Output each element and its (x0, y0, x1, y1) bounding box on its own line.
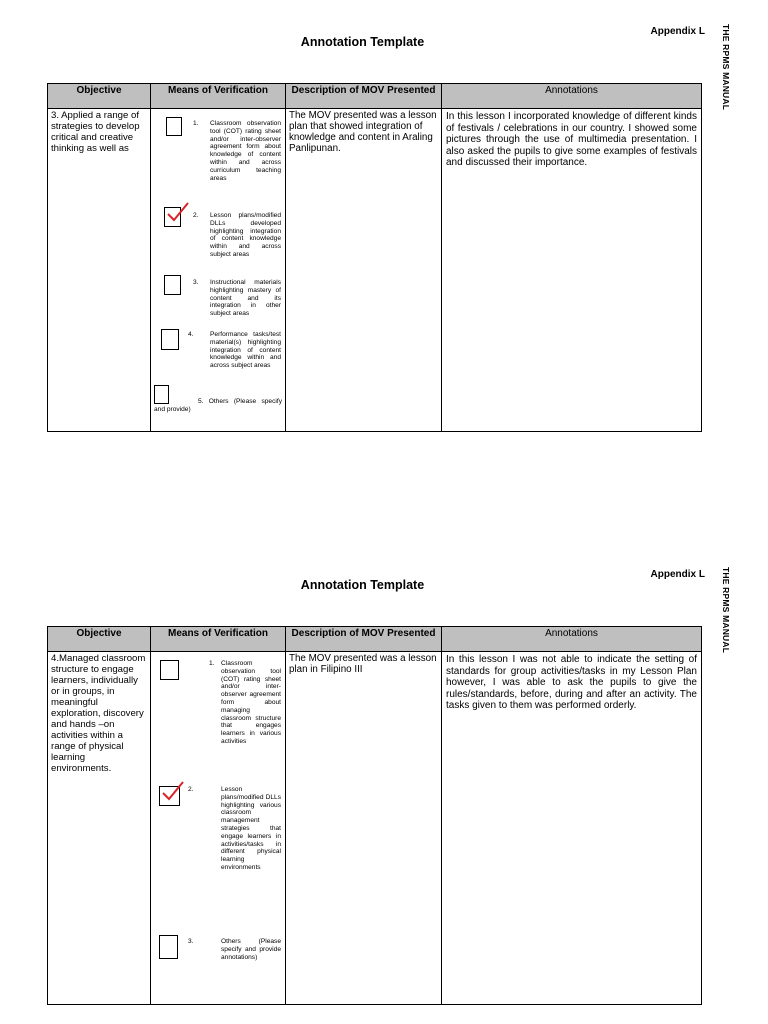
annotation-cell: In this lesson I incorporated knowledge of different kinds of festivals / celebrations in our country. I showed some pictures through the use of multimedia presentation. I also asked the pupils to give some examples of festivals and discussed their importance. (442, 109, 702, 432)
mov-number: 5. (198, 398, 204, 405)
header-means: Means of Verification (151, 84, 286, 109)
checkbox-mov-4[interactable] (161, 329, 179, 350)
description-cell: The MOV presented was a lesson plan in Filipino III (286, 652, 442, 1005)
annotation-page-1 (0, 0, 768, 460)
mov-text: Others (Please specify and provide annotations) (221, 938, 281, 961)
header-annotations: Annotations (442, 84, 702, 109)
annotation-table (47, 626, 702, 1005)
annotation-table (47, 83, 702, 432)
table-header-row (48, 627, 702, 652)
mov-text: Classroom observation tool (COT) rating sheet and/or inter-observer agreement form about managing classroom structure that engages learners in various activities (221, 660, 281, 745)
side-manual-label: THE RPMS MANUAL (721, 567, 731, 654)
annotation-page-2 (0, 543, 768, 1003)
mov-text: Classroom observation tool (COT) rating sheet and/or inter-observer agreement form about knowledge of content within and across curriculum teaching areas (210, 120, 281, 182)
checkbox-mov-3[interactable] (159, 935, 178, 959)
check-mark-icon (161, 780, 185, 802)
appendix-label: Appendix L (650, 569, 705, 580)
header-annotations: Annotations (442, 627, 702, 652)
means-cell (151, 652, 286, 1005)
checkbox-mov-1[interactable] (160, 660, 179, 680)
header-means: Means of Verification (151, 627, 286, 652)
mov-text: Lesson plans/modified DLLs highlighting various classroom management strategies that engage learners in activities/tasks in different physical learning environments (221, 786, 281, 871)
means-cell (151, 109, 286, 432)
header-objective: Objective (48, 84, 151, 109)
table-header-row (48, 84, 702, 109)
mov-number: 1. (193, 120, 199, 127)
page-title: Annotation Template (300, 35, 425, 49)
header-description: Description of MOV Presented (286, 627, 442, 652)
mov-number: 3. (188, 938, 194, 945)
checkbox-mov-1[interactable] (166, 117, 182, 136)
header-objective: Objective (48, 627, 151, 652)
description-cell: The MOV presented was a lesson plan that showed integration of knowledge and content in Araling Panlipunan. (286, 109, 442, 432)
mov-number: 3. (193, 279, 199, 286)
mov-text: Others (Please specify and provide) (154, 398, 282, 413)
checkbox-mov-3[interactable] (164, 275, 181, 295)
annotation-cell: In this lesson I was not able to indicate the setting of standards for group activities/tasks in my Lesson Plan however, I was able to ask the pupils to give the rules/standards, before, during and after an activity. The tasks given to them was performed orderly. (442, 652, 702, 1005)
objective-cell: 3. Applied a range of strategies to develop critical and creative thinking as well as (48, 109, 151, 432)
table-row (48, 652, 702, 1005)
check-mark-icon (166, 201, 190, 223)
side-manual-label: THE RPMS MANUAL (721, 24, 731, 111)
mov-number: 2. (193, 212, 199, 219)
mov-text: Lesson plans/modified DLLs developed highlighting integration of content knowledge within and across subject areas (210, 212, 281, 258)
mov-text-others (154, 398, 282, 414)
objective-cell: 4.Managed classroom structure to engage learners, individually or in groups, in meaningful exploration, discovery and hands –on activities within a range of physical learning environments. (48, 652, 151, 1005)
appendix-label: Appendix L (650, 26, 705, 37)
page-title: Annotation Template (300, 578, 425, 592)
table-row (48, 109, 702, 432)
mov-text: Instructional materials highlighting mastery of content and its integration in other subject areas (210, 279, 281, 318)
header-description: Description of MOV Presented (286, 84, 442, 109)
mov-number: 4. (188, 331, 194, 338)
mov-number: 2. (188, 786, 194, 793)
mov-number: 1. (209, 660, 215, 667)
mov-text: Performance tasks/test material(s) highlighting integration of content knowledge within and across subject areas (210, 331, 281, 370)
